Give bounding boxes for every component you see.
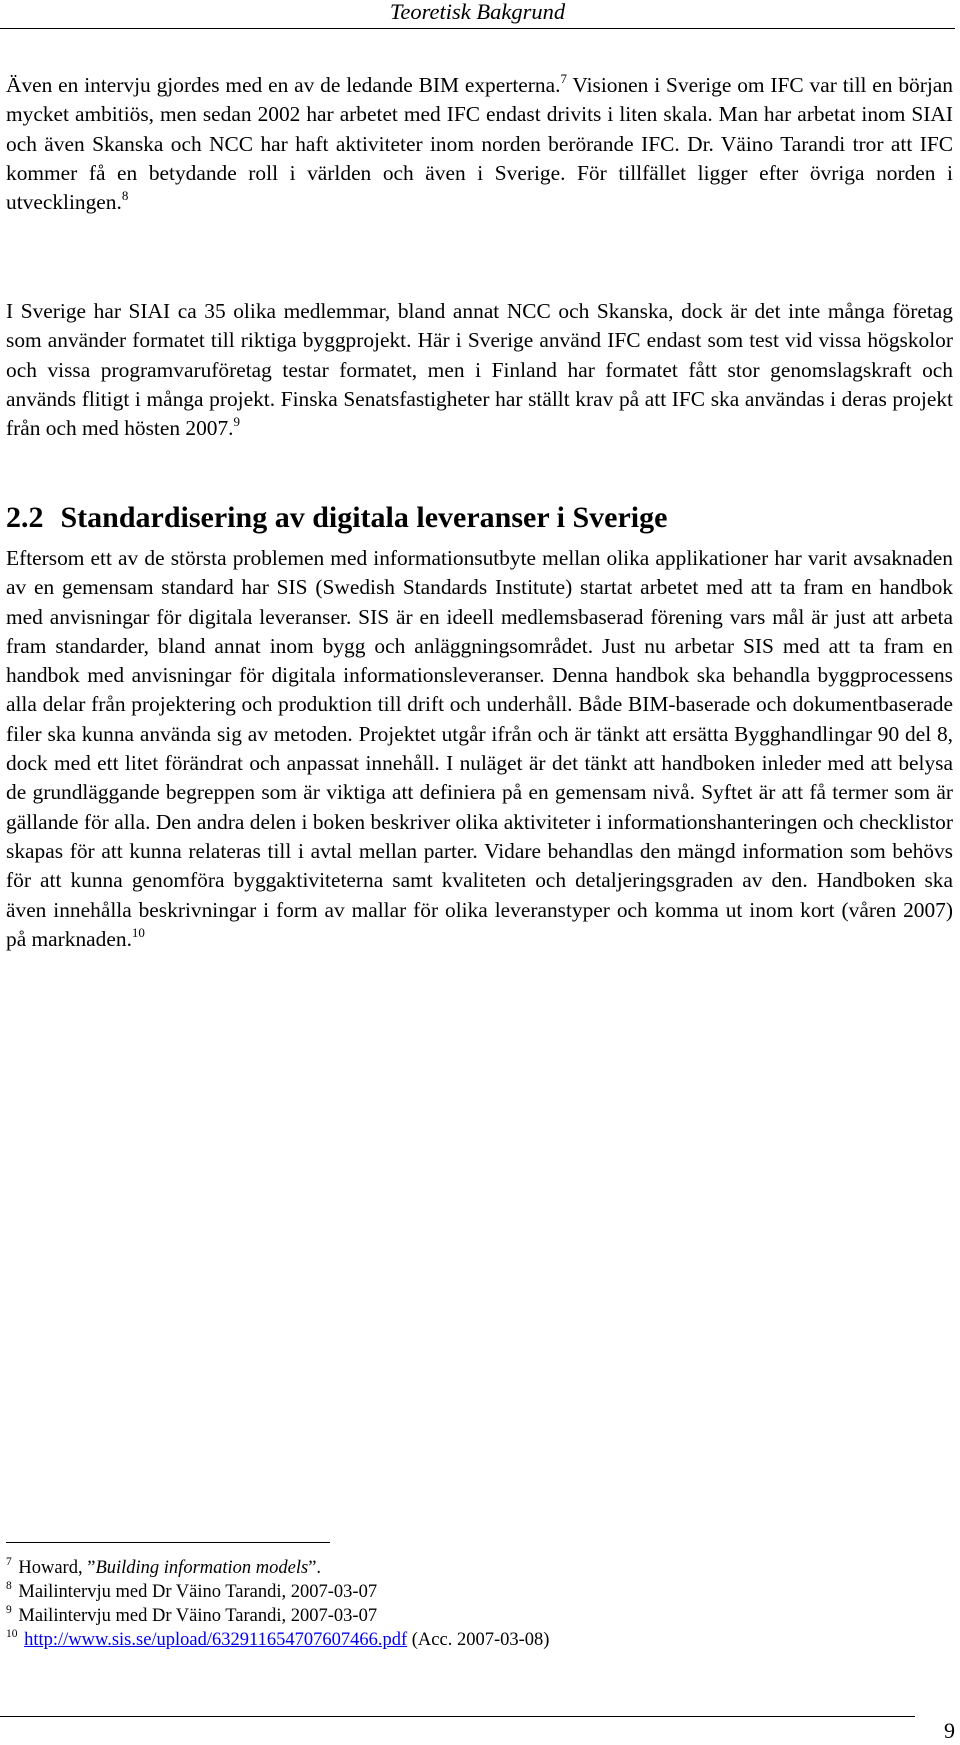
footnote-number: 7 [6, 1556, 12, 1568]
paragraph-siai-members [6, 297, 953, 443]
footnote-text: Howard, ” [18, 1558, 96, 1578]
paragraph-ifc-interview [6, 71, 953, 217]
paragraph-text-run: Även en intervju gjordes med en av de ledande BIM experterna. [6, 73, 561, 97]
paragraph-text [6, 297, 953, 443]
footnote-italic-title: Building information models [95, 1558, 309, 1578]
footnote-text: ”. [308, 1558, 322, 1578]
footnote-ref-8[interactable]: 8 [121, 188, 129, 204]
footnote-link[interactable]: http://www.sis.se/upload/632911654707607466.pdf [24, 1630, 408, 1650]
footer-rule [0, 1716, 915, 1717]
paragraph-text [6, 71, 953, 217]
footnote-number: 8 [6, 1580, 12, 1592]
footnote-ref-9[interactable]: 9 [233, 414, 241, 430]
footnote-8 [6, 1580, 549, 1604]
paragraph-text-run: Visionen i Sverige om IFC var till en början mycket ambitiös, men sedan 2002 har arbetet med IFC endast drivits i liten skala. Man har arbetat inom SIAI och även Skanska och NCC har haft aktiviteter inom norden berörande IFC. Dr. Väino Tarandi tror att IFC kommer få en betydande roll i världen och även i Sverige. För tillfället ligger efter övriga norden i utvecklingen. [6, 73, 953, 215]
section-number: 2.2 [6, 501, 44, 534]
paragraph-text-run: Eftersom ett av de största problemen med informationsutbyte mellan olika applikationer har varit avsaknaden av en gemensam standard har SIS (Swedish Standards Institute) startat arbetet med att ta fram en handbok med anvisningar för digitala leveranser. SIS är en ideell medlemsbaserad förening vars mål är just att arbeta fram standarder, bland annat inom bygg och anläggningsområdet. Just nu arbetar SIS med att ta fram en handbok med anvisningar för digitala informationsleveranser. Denna handbok ska behandla byggprocessens alla delar från projektering och produktion till drift och underhåll. Både BIM-baserade och dokumentbaserade filer ska kunna använda sig av metoden. Projektet utgår ifrån och är tänkt att ersätta Bygghandlingar 90 del 8, dock med ett litet förändrat och anpassat innehåll. I nuläget är det tänkt att handboken inleder med att belysa de grundläggande begreppen som är viktiga att definiera på en gemensam nivå. Syftet är att få termer som är gällande för alla. Den andra delen i boken beskriver olika aktiviteter i informationshanteringen och checklistor skapas för att kunna relateras till i avtal mellan parter. Vidare behandlas den mängd information som behövs för att kunna genomföra byggaktiviteterna samt kvaliteten och detaljeringsgraden av den. Handboken ska även innehålla beskrivningar i form av mallar för olika leveranstyper och komma ut inom kort (våren 2007) på marknaden. [6, 546, 953, 951]
footnote-text: (Acc. 2007-03-08) [407, 1630, 550, 1650]
footnote-9 [6, 1604, 549, 1628]
paragraph-text [6, 544, 953, 954]
footnote-number: 9 [6, 1604, 12, 1616]
footnote-10 [6, 1628, 549, 1652]
footnote-text: Mailintervju med Dr Väino Tarandi, 2007-03-07 [18, 1606, 378, 1626]
footnote-ref-10[interactable]: 10 [131, 924, 145, 940]
running-header-title: Teoretisk Bakgrund [389, 0, 566, 24]
paragraph-sis-handbook [6, 544, 953, 954]
page-number: 9 [944, 1718, 955, 1743]
footnote-number: 10 [6, 1628, 18, 1640]
footnote-separator [6, 1542, 330, 1543]
footnote-ref-7[interactable]: 7 [560, 71, 567, 86]
running-header [0, 0, 955, 29]
footnotes [6, 1556, 549, 1652]
footnote-7 [6, 1556, 549, 1580]
paragraph-text-run: I Sverige har SIAI ca 35 olika medlemmar, bland annat NCC och Skanska, dock är det inte många företag som använder formatet till riktiga byggprojekt. Här i Sverige använd IFC endast som test vid vissa högskolor och vissa programvaruföretag testar formatet, men i Finland har formatet fått stor genomslagskraft och används flitigt i många projekt. Finska Senatsfastigheter har ställt krav på att IFC ska användas i deras projekt från och med hösten 2007. [6, 299, 953, 441]
section-title: Standardisering av digitala leveranser i Sverige [60, 501, 668, 534]
footnote-text: Mailintervju med Dr Väino Tarandi, 2007-03-07 [18, 1582, 378, 1602]
section-heading [6, 500, 667, 536]
